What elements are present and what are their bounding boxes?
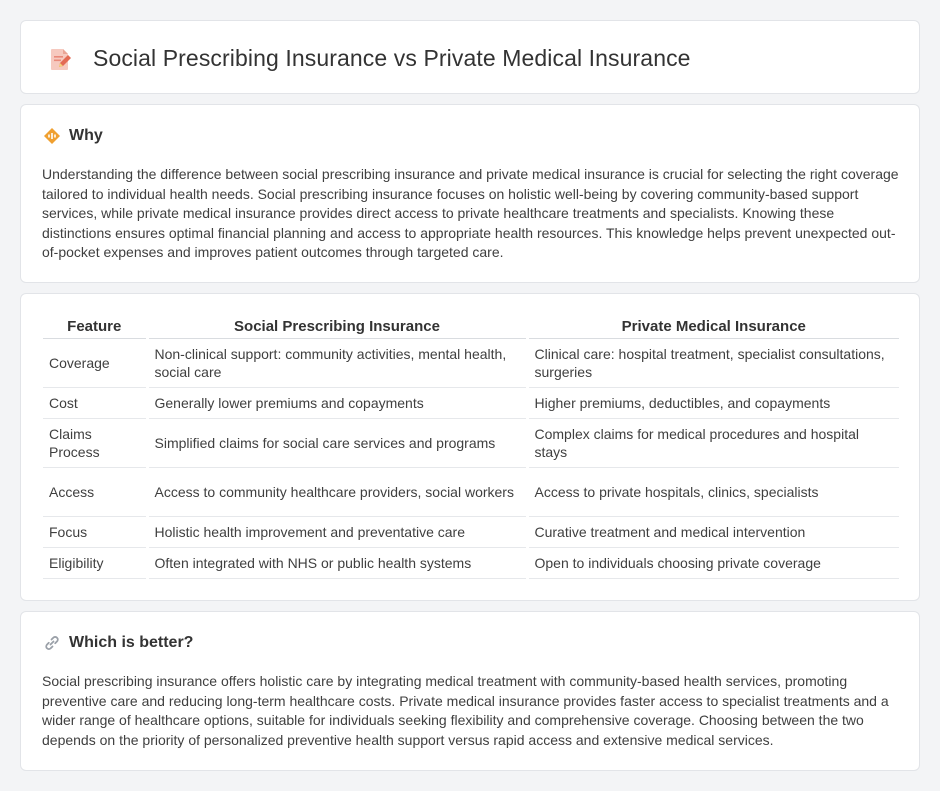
table-row [43, 387, 899, 418]
table-row [43, 467, 899, 516]
why-heading-row [43, 127, 103, 145]
private-cell: Higher premiums, deductibles, and copayments [527, 387, 899, 418]
why-section [20, 104, 920, 283]
feature-cell: Coverage [43, 338, 147, 387]
social-cell: Holistic health improvement and preventative care [147, 516, 527, 547]
social-cell: Generally lower premiums and copayments [147, 387, 527, 418]
comparison-table [43, 316, 899, 579]
feature-cell: Cost [43, 387, 147, 418]
table-row [43, 418, 899, 467]
why-heading: Why [69, 127, 103, 144]
why-text: Understanding the difference between social prescribing insurance and private medical insurance is crucial for selecting the right coverage tailored to individual health needs. Social prescribing insurance focuses on holistic well-being by covering community-based support services, while private medical insurance provides direct access to private healthcare treatments and specialists. Knowing these distinctions ensures optimal financial planning and access to appropriate health resources. This knowledge helps prevent unexpected out-of-pocket expenses and improves patient outcomes through targeted care. [42, 166, 899, 260]
title-row [47, 45, 691, 72]
social-cell: Often integrated with NHS or public health systems [147, 547, 527, 578]
warning-diamond-icon [43, 127, 61, 145]
link-icon [43, 634, 61, 652]
better-heading: Which is better? [69, 634, 194, 651]
private-cell: Open to individuals choosing private coverage [527, 547, 899, 578]
feature-cell: Eligibility [43, 547, 147, 578]
header-private-medical: Private Medical Insurance [527, 316, 899, 338]
better-text: Social prescribing insurance offers holistic care by integrating medical treatment with community-based health services, promoting preventive care and reducing long-term healthcare costs. Private medical insurance provides faster access to specialist treatments and a wider range of healthcare options, suitable for individuals seeking flexibility and comprehensive coverage. Choosing between the two depends on the priority of personalized preventive health support versus rapid access and extensive medical services. [42, 673, 889, 748]
social-cell: Simplified claims for social care services and programs [147, 418, 527, 467]
comparison-table-card [20, 293, 920, 601]
feature-cell: Focus [43, 516, 147, 547]
feature-cell: Claims Process [43, 418, 147, 467]
title-card [20, 20, 920, 94]
header-feature: Feature [43, 316, 147, 338]
private-cell: Access to private hospitals, clinics, specialists [527, 467, 899, 516]
table-row [43, 338, 899, 387]
document-edit-icon [47, 46, 73, 72]
social-cell: Non-clinical support: community activities, mental health, social care [147, 338, 527, 387]
table-row [43, 547, 899, 578]
which-is-better-section [20, 611, 920, 771]
page-title: Social Prescribing Insurance vs Private Medical Insurance [93, 45, 691, 71]
feature-cell: Access [43, 467, 147, 516]
header-social-prescribing: Social Prescribing Insurance [147, 316, 527, 338]
table-header-row [43, 316, 899, 338]
private-cell: Clinical care: hospital treatment, specialist consultations, surgeries [527, 338, 899, 387]
table-row [43, 516, 899, 547]
private-cell: Complex claims for medical procedures and hospital stays [527, 418, 899, 467]
better-heading-row [43, 634, 193, 652]
social-cell: Access to community healthcare providers, social workers [147, 467, 527, 516]
private-cell: Curative treatment and medical intervention [527, 516, 899, 547]
